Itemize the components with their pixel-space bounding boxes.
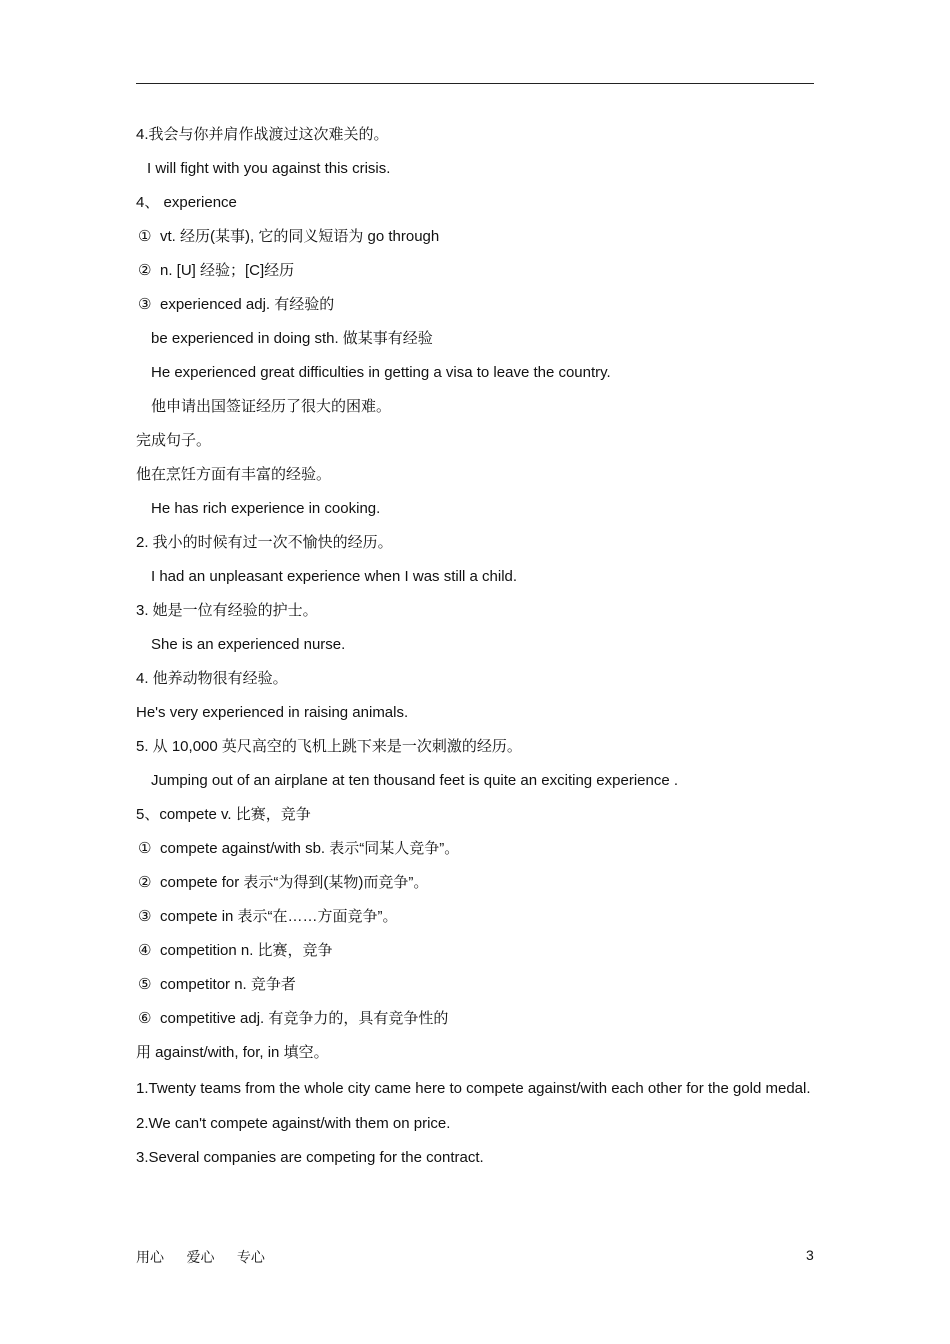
line-text: compete against/with sb. 表示“同某人竞争”。 (160, 840, 460, 857)
text-line (136, 730, 814, 764)
text-line (136, 696, 814, 730)
item-marker: ② (138, 874, 152, 891)
line-text: 1.Twenty teams from the whole city came here to compete against/with each other for the gold medal. (136, 1080, 811, 1097)
text-line (136, 798, 814, 832)
numbered-item (136, 866, 814, 900)
line-text: 2.We can't compete against/with them on price. (136, 1115, 451, 1132)
page-number: 3 (806, 1247, 814, 1263)
line-text: Jumping out of an airplane at ten thousand feet is quite an exciting experience . (151, 772, 679, 789)
line-text: 3. 她是一位有经验的护士。 (136, 602, 318, 619)
line-text: 用 against/with, for, in 填空。 (136, 1044, 329, 1061)
line-text: 2. 我小的时候有过一次不愉快的经历。 (136, 534, 393, 551)
line-text: 4. 他养动物很有经验。 (136, 670, 288, 687)
line-text: He's very experienced in raising animals. (136, 704, 409, 721)
text-line (136, 1036, 814, 1070)
line-text: be experienced in doing sth. 做某事有经验 (151, 330, 433, 347)
text-line (136, 424, 814, 458)
numbered-item (136, 900, 814, 934)
text-line (136, 560, 814, 594)
text-line (136, 764, 814, 798)
line-text: vt. 经历(某事), 它的同义短语为 go through (160, 228, 440, 245)
item-marker: ② (138, 262, 152, 279)
line-text: I will fight with you against this crisis. (147, 160, 391, 177)
item-marker: ③ (138, 908, 152, 925)
text-line (136, 458, 814, 492)
numbered-item (136, 220, 814, 254)
item-marker: ① (138, 840, 152, 857)
line-text: He experienced great difficulties in getting a visa to leave the country. (151, 364, 611, 381)
item-marker: ① (138, 228, 152, 245)
numbered-item (136, 254, 814, 288)
text-line (136, 356, 814, 390)
page-content (136, 118, 814, 1175)
text-line (136, 390, 814, 424)
line-text: He has rich experience in cooking. (151, 500, 381, 517)
text-line (136, 628, 814, 662)
line-text: 完成句子。 (136, 432, 212, 449)
text-line (136, 152, 814, 186)
line-text: competition n. 比赛，竞争 (160, 942, 333, 959)
text-line (136, 492, 814, 526)
numbered-item (136, 1002, 814, 1036)
text-line (136, 1107, 814, 1141)
text-line (136, 594, 814, 628)
line-text: compete in 表示“在……方面竞争”。 (160, 908, 398, 925)
text-line (136, 526, 814, 560)
line-text: I had an unpleasant experience when I was still a child. (151, 568, 518, 585)
line-text: 4.我会与你并肩作战渡过这次难关的。 (136, 126, 389, 143)
line-text: competitor n. 竞争者 (160, 976, 296, 993)
text-line (136, 1141, 814, 1175)
line-text: n. [U] 经验；[C]经历 (160, 262, 295, 279)
line-text: 他在烹饪方面有丰富的经验。 (136, 466, 332, 483)
line-text: She is an experienced nurse. (151, 636, 346, 653)
line-text: compete for 表示“为得到(某物)而竞争”。 (160, 874, 429, 891)
numbered-item (136, 968, 814, 1002)
text-line (136, 322, 814, 356)
line-text: 3.Several companies are competing for the contract. (136, 1149, 484, 1166)
line-text: 他申请出国签证经历了很大的困难。 (151, 398, 392, 415)
line-text: competitive adj. 有竞争力的，具有竞争性的 (160, 1010, 449, 1027)
item-marker: ⑥ (138, 1010, 152, 1027)
item-marker: ⑤ (138, 976, 152, 993)
line-text: 5. 从 10,000 英尺高空的飞机上跳下来是一次刺激的经历。 (136, 738, 522, 755)
item-marker: ③ (138, 296, 152, 313)
text-line (136, 186, 814, 220)
text-line (136, 662, 814, 696)
line-text: 5、compete v. 比赛，竞争 (136, 806, 311, 823)
footer-motto: 用心 爱心 专心 (136, 1250, 265, 1266)
line-text: 4、 experience (136, 194, 237, 211)
item-marker: ④ (138, 942, 152, 959)
header-rule (136, 83, 814, 84)
numbered-item (136, 934, 814, 968)
line-text: experienced adj. 有经验的 (160, 296, 335, 313)
numbered-item (136, 288, 814, 322)
text-line (136, 1070, 814, 1107)
numbered-item (136, 832, 814, 866)
text-line (136, 118, 814, 152)
